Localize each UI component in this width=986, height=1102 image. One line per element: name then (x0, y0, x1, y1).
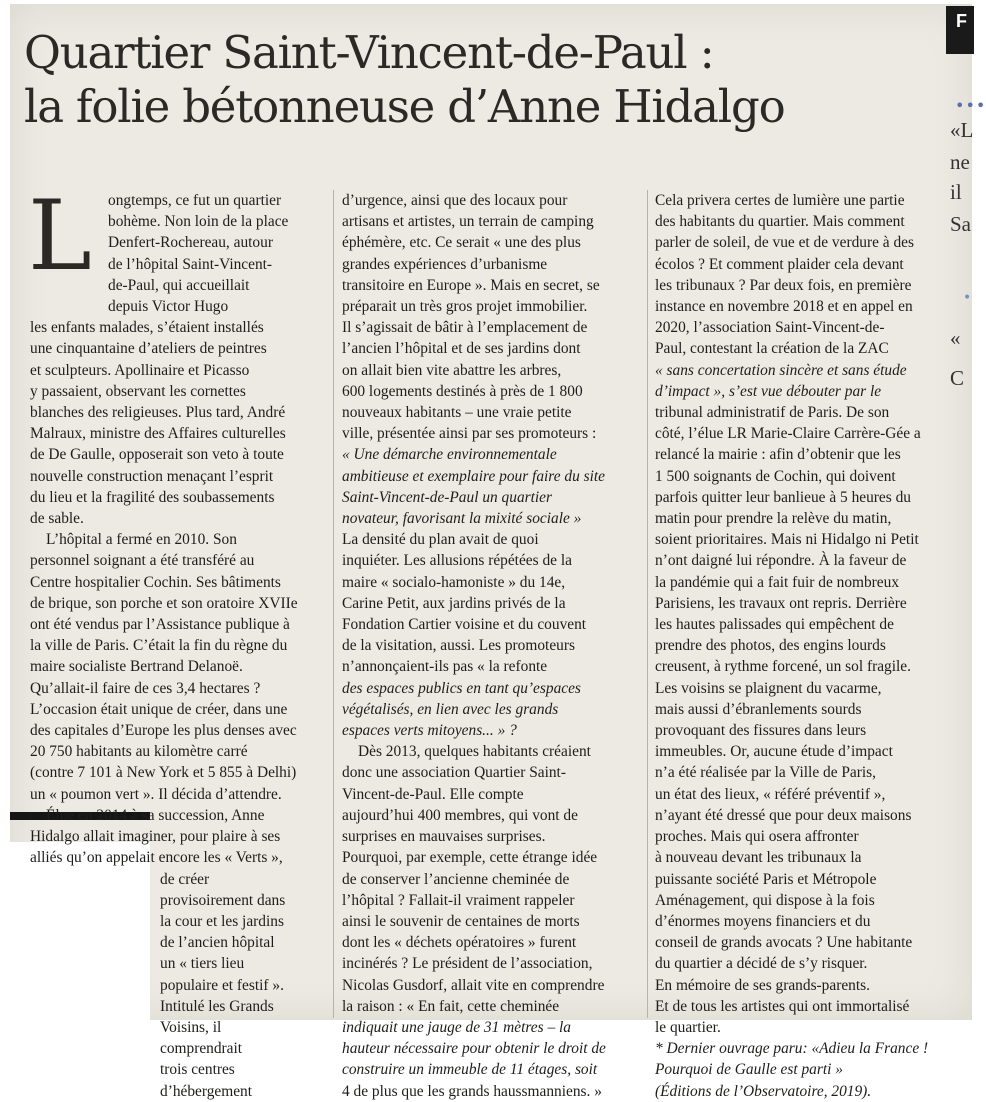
article-line: de-Paul, qui accueillait (108, 276, 250, 294)
article-line: des espaces publics en tant qu’espaces (342, 679, 581, 697)
article-line: Cela privera certes de lumière une partie (655, 192, 905, 209)
article-line: aujourd’hui 400 membres, qui vont de (342, 806, 578, 824)
article-line: creusent, à rythme forcené, un sol fragile. (655, 658, 911, 676)
article-line: les tribunaux ? Par deux fois, en première (655, 276, 912, 294)
article-line: « Une démarche environnementale (342, 446, 557, 464)
column-rule-1 (333, 190, 334, 1018)
article-line: la raison : « En fait, cette cheminée (342, 997, 560, 1015)
margin-fragment: «L (950, 118, 974, 142)
article-line: un « poumon vert ». Il décida d’attendre. (30, 785, 282, 803)
article-line: 600 logements destinés à près de 1 800 (342, 382, 583, 400)
article-column-1 (28, 180, 298, 1102)
article-line: « sans concertation sincère et sans étude (655, 361, 907, 379)
article-line: l’hôpital ? Fallait-il vraiment rappeler (342, 891, 575, 909)
article-line: populaire et festif ». (160, 976, 284, 994)
article-line: Nicolas Gusdorf, allait vite en comprendre (342, 976, 605, 994)
article-line: La densité du plan avait de quoi (342, 531, 539, 549)
article-line: proches. Mais qui osera affronter (655, 828, 859, 846)
article-line: 2020, l’association Saint-Vincent-de- (655, 319, 885, 337)
article-line: construire un immeuble de 11 étages, soit (342, 1061, 598, 1079)
article-line: Pourquoi, par exemple, cette étrange idée (342, 849, 598, 867)
article-line: végétalisés, en lien avec les grands (342, 700, 559, 718)
article-line: mais aussi d’ébranlements sourds (655, 700, 862, 718)
article-line: de De Gaulle, opposerait son veto à toute (30, 446, 284, 464)
margin-fragment: Sa (950, 212, 971, 236)
article-line: bohème. Non loin de la place (108, 213, 289, 231)
article-line: Il s’agissait de bâtir à l’emplacement de (342, 319, 588, 337)
article-line: Fondation Cartier voisine et du couvent (342, 616, 587, 634)
article-line: provisoirement dans (160, 891, 286, 909)
article-line: de conserver l’ancienne cheminée de (342, 870, 570, 888)
article-line: d’énormes moyens financiers et du (655, 912, 871, 930)
article-line: nouveaux habitants – une vraie petite (342, 404, 572, 422)
article-line: maire « socialo-hamoniste » du 14e, (342, 573, 566, 591)
article-line: 4 de plus que les grands haussmanniens. » (342, 1082, 602, 1100)
article-line: immeubles. Or, aucune étude d’impact (655, 743, 893, 761)
article-line: de brique, son porche et son oratoire XVIIe (30, 594, 298, 612)
article-line: ont été vendus par l’Assistance publique à (30, 616, 290, 634)
article-line: des capitales d’Europe les plus denses avec (30, 722, 297, 740)
article-line: ainsi le souvenir de centaines de morts (342, 912, 580, 930)
article-line: n’annonçaient-ils pas « la refonte (342, 658, 548, 676)
article-line: un état des lieux, « référé préventif », (655, 785, 886, 803)
article-line: nouvelle construction menaçant l’esprit (30, 467, 274, 485)
article-line: L’occasion était unique de créer, dans une (30, 700, 288, 718)
article-line: de l’ancien hôpital (160, 934, 275, 952)
article-line: de sable. (30, 510, 84, 528)
article-line: de créer (160, 870, 210, 888)
article-line: et sculpteurs. Apollinaire et Picasso (30, 361, 250, 379)
article-line: dont les « déchets opératoires » furent (342, 934, 577, 952)
article-line: Hidalgo allait imaginer, pour plaire à ses (30, 828, 281, 846)
article-line: personnel soignant a été transféré au (30, 552, 255, 570)
article-line: Vincent-de-Paul. Elle compte (342, 785, 524, 803)
drop-cap: L (28, 180, 92, 292)
article-line: instance en novembre 2018 et en appel en (655, 298, 913, 316)
article-line: Paul, contestant la création de la ZAC (655, 340, 889, 358)
article-line: En mémoire de ses grands-parents. (655, 976, 870, 994)
article-line: Malraux, ministre des Affaires culturelles (30, 425, 286, 443)
article-line: relancé la mairie : afin d’obtenir que les (655, 446, 901, 464)
article-line: ambitieuse et exemplaire pour faire du site (342, 467, 606, 485)
article-line: matin pour prendre la relève du matin, (655, 510, 892, 528)
article-line: conseil de grands avocats ? Une habitante (655, 934, 913, 952)
article-line: L’hôpital a fermé en 2010. Son (46, 531, 237, 549)
margin-dots: ••• (955, 96, 986, 115)
article-line: Aménagement, qui dispose à la fois (655, 891, 875, 909)
article-line: le quartier. (655, 1018, 721, 1036)
article-line: éphémère, etc. Ce serait « une des plus (342, 234, 581, 252)
article-line: Les voisins se plaignent du vacarme, (655, 679, 882, 697)
margin-fragment: « (950, 326, 961, 350)
margin-fragment: ne (950, 150, 970, 174)
margin-dot: • (963, 290, 972, 306)
article-line: espaces verts mitoyens... » ? (342, 722, 517, 740)
article-line: une cinquantaine d’ateliers de peintres (30, 340, 267, 358)
article-column-2 (342, 190, 606, 1102)
article-line: la ville de Paris. C’était la fin du règne du (30, 637, 288, 655)
section-label-box: F (946, 6, 974, 54)
article-line: 1 500 soignants de Cochin, qui doivent (655, 467, 896, 485)
article-line: de l’hôpital Saint-Vincent- (108, 255, 273, 273)
article-line: des habitants du quartier. Mais comment (655, 213, 905, 231)
article-line: préparait un très gros projet immobilier. (342, 298, 588, 316)
article-line: transitoire en Europe ». Mais en secret, se (342, 276, 600, 294)
article-line: indiquait une jauge de 31 mètres – la (342, 1018, 571, 1036)
article-line: Intitulé les Grands (160, 997, 274, 1015)
article-line: y passaient, observant les cornettes (30, 382, 246, 400)
article-line: on allait bien vite abattre les arbres, (342, 361, 562, 379)
article-line: inquiéter. Les allusions répétées de la (342, 552, 572, 570)
article-line: parler de soleil, de vue et de verdure à des (655, 234, 914, 252)
article-line: côté, l’élue LR Marie-Claire Carrère-Gée a (655, 425, 921, 443)
article-line: Parisiens, les travaux ont repris. Derrière (655, 594, 907, 612)
article-line: Denfert-Rochereau, autour (108, 234, 273, 252)
article-line: soient prioritaires. Mais ni Hidalgo ni Petit (655, 531, 919, 549)
article-line: * Dernier ouvrage paru: «Adieu la France ! (655, 1040, 929, 1058)
article-line: Qu’allait-il faire de ces 3,4 hectares ? (30, 679, 261, 697)
article-line: du quartier a décidé de s’y risquer. (655, 955, 868, 973)
article-line: (contre 7 101 à New York et 5 855 à Delhi) (30, 764, 297, 782)
article-line: les hautes palissades qui empêchent de (655, 616, 894, 634)
article-line: prendre des photos, des engins lourds (655, 637, 886, 655)
article-line: trois centres (160, 1061, 235, 1079)
article-line: puissante société Paris et Métropole (655, 870, 877, 888)
article-line: la pandémie qui a fait fuir de nombreux (655, 573, 900, 591)
article-line: parfois quitter leur banlieue à 5 heures du (655, 488, 911, 506)
article-line: provoquant des fissures dans leurs (655, 722, 867, 740)
column-rule-2 (647, 190, 648, 1018)
article-line: 20 750 habitants au kilomètre carré (30, 743, 248, 761)
article-line: novateur, favorisant la mixité sociale » (342, 510, 582, 528)
article-line: n’a été réalisée par la Ville de Paris, (655, 764, 876, 782)
headline-line-2: la folie bétonneuse d’Anne Hidalgo (24, 80, 785, 133)
article-line: de la visitation, aussi. Les promoteurs (342, 637, 575, 655)
article-line: un « tiers lieu (160, 955, 245, 973)
margin-fragment: C (950, 366, 965, 390)
article-line: ville, présentée ainsi par ses promoteurs : (342, 425, 597, 443)
article-line: Élue en 2014 à sa succession, Anne (46, 806, 265, 824)
article-line: à nouveau devant les tribunaux la (655, 849, 862, 867)
article-line: Et de tous les artistes qui ont immortalisé (655, 997, 910, 1015)
article-line: (Éditions de l’Observatoire, 2019). (655, 1082, 872, 1100)
article-line: Pourquoi de Gaulle est parti » (655, 1061, 843, 1079)
article-line: Saint-Vincent-de-Paul un quartier (342, 488, 553, 506)
article-line: n’ont daigné lui répondre. À la faveur de (655, 552, 907, 570)
headline-line-1: Quartier Saint-Vincent-de-Paul : (24, 26, 714, 79)
article-line: artisans et artistes, un terrain de camping (342, 213, 594, 231)
article-line: Carine Petit, aux jardins privés de la (342, 594, 566, 612)
article-line: l’ancien l’hôpital et de ses jardins dont (342, 340, 581, 358)
article-line: hauteur nécessaire pour obtenir le droit de (342, 1040, 606, 1058)
article-line: Dès 2013, quelques habitants créaient (358, 743, 591, 761)
article-headline (24, 26, 784, 134)
article-line: alliés qu’on appelait encore les « Verts », (30, 849, 283, 867)
article-line: surprises en mauvaises surprises. (342, 828, 546, 846)
article-line: donc une association Quartier Saint- (342, 764, 566, 782)
article-line: grandes expériences d’urbanisme (342, 255, 548, 273)
article-line: depuis Victor Hugo (108, 298, 229, 316)
article-line: écolos ? Et comment plaider cela devant (655, 255, 904, 273)
article-line: d’impact », s’est vue débouter par le (655, 382, 882, 400)
article-line: Centre hospitalier Cochin. Ses bâtiments (30, 573, 281, 591)
article-line: blanches des religieuses. Plus tard, André (30, 404, 286, 422)
article-line: ongtemps, ce fut un quartier (108, 192, 282, 209)
article-line: comprendrait (160, 1040, 243, 1058)
margin-fragment: il (950, 180, 962, 204)
article-line: les enfants malades, s’étaient installés (30, 319, 264, 337)
article-line: la cour et les jardins (160, 912, 284, 930)
article-line: tribunal administratif de Paris. De son (655, 404, 890, 422)
article-line: maire socialiste Bertrand Delanoë. (30, 658, 243, 676)
article-line: d’hébergement (160, 1082, 253, 1100)
article-line: du lieu et la fragilité des soubassements (30, 488, 275, 506)
article-line: Voisins, il (160, 1018, 222, 1036)
article-line: incinérés ? Le président de l’association, (342, 955, 593, 973)
article-column-3 (655, 190, 928, 1102)
article-line: d’urgence, ainsi que des locaux pour (342, 192, 568, 209)
article-line: n’ayant été dressé que pour deux maisons (655, 806, 912, 824)
